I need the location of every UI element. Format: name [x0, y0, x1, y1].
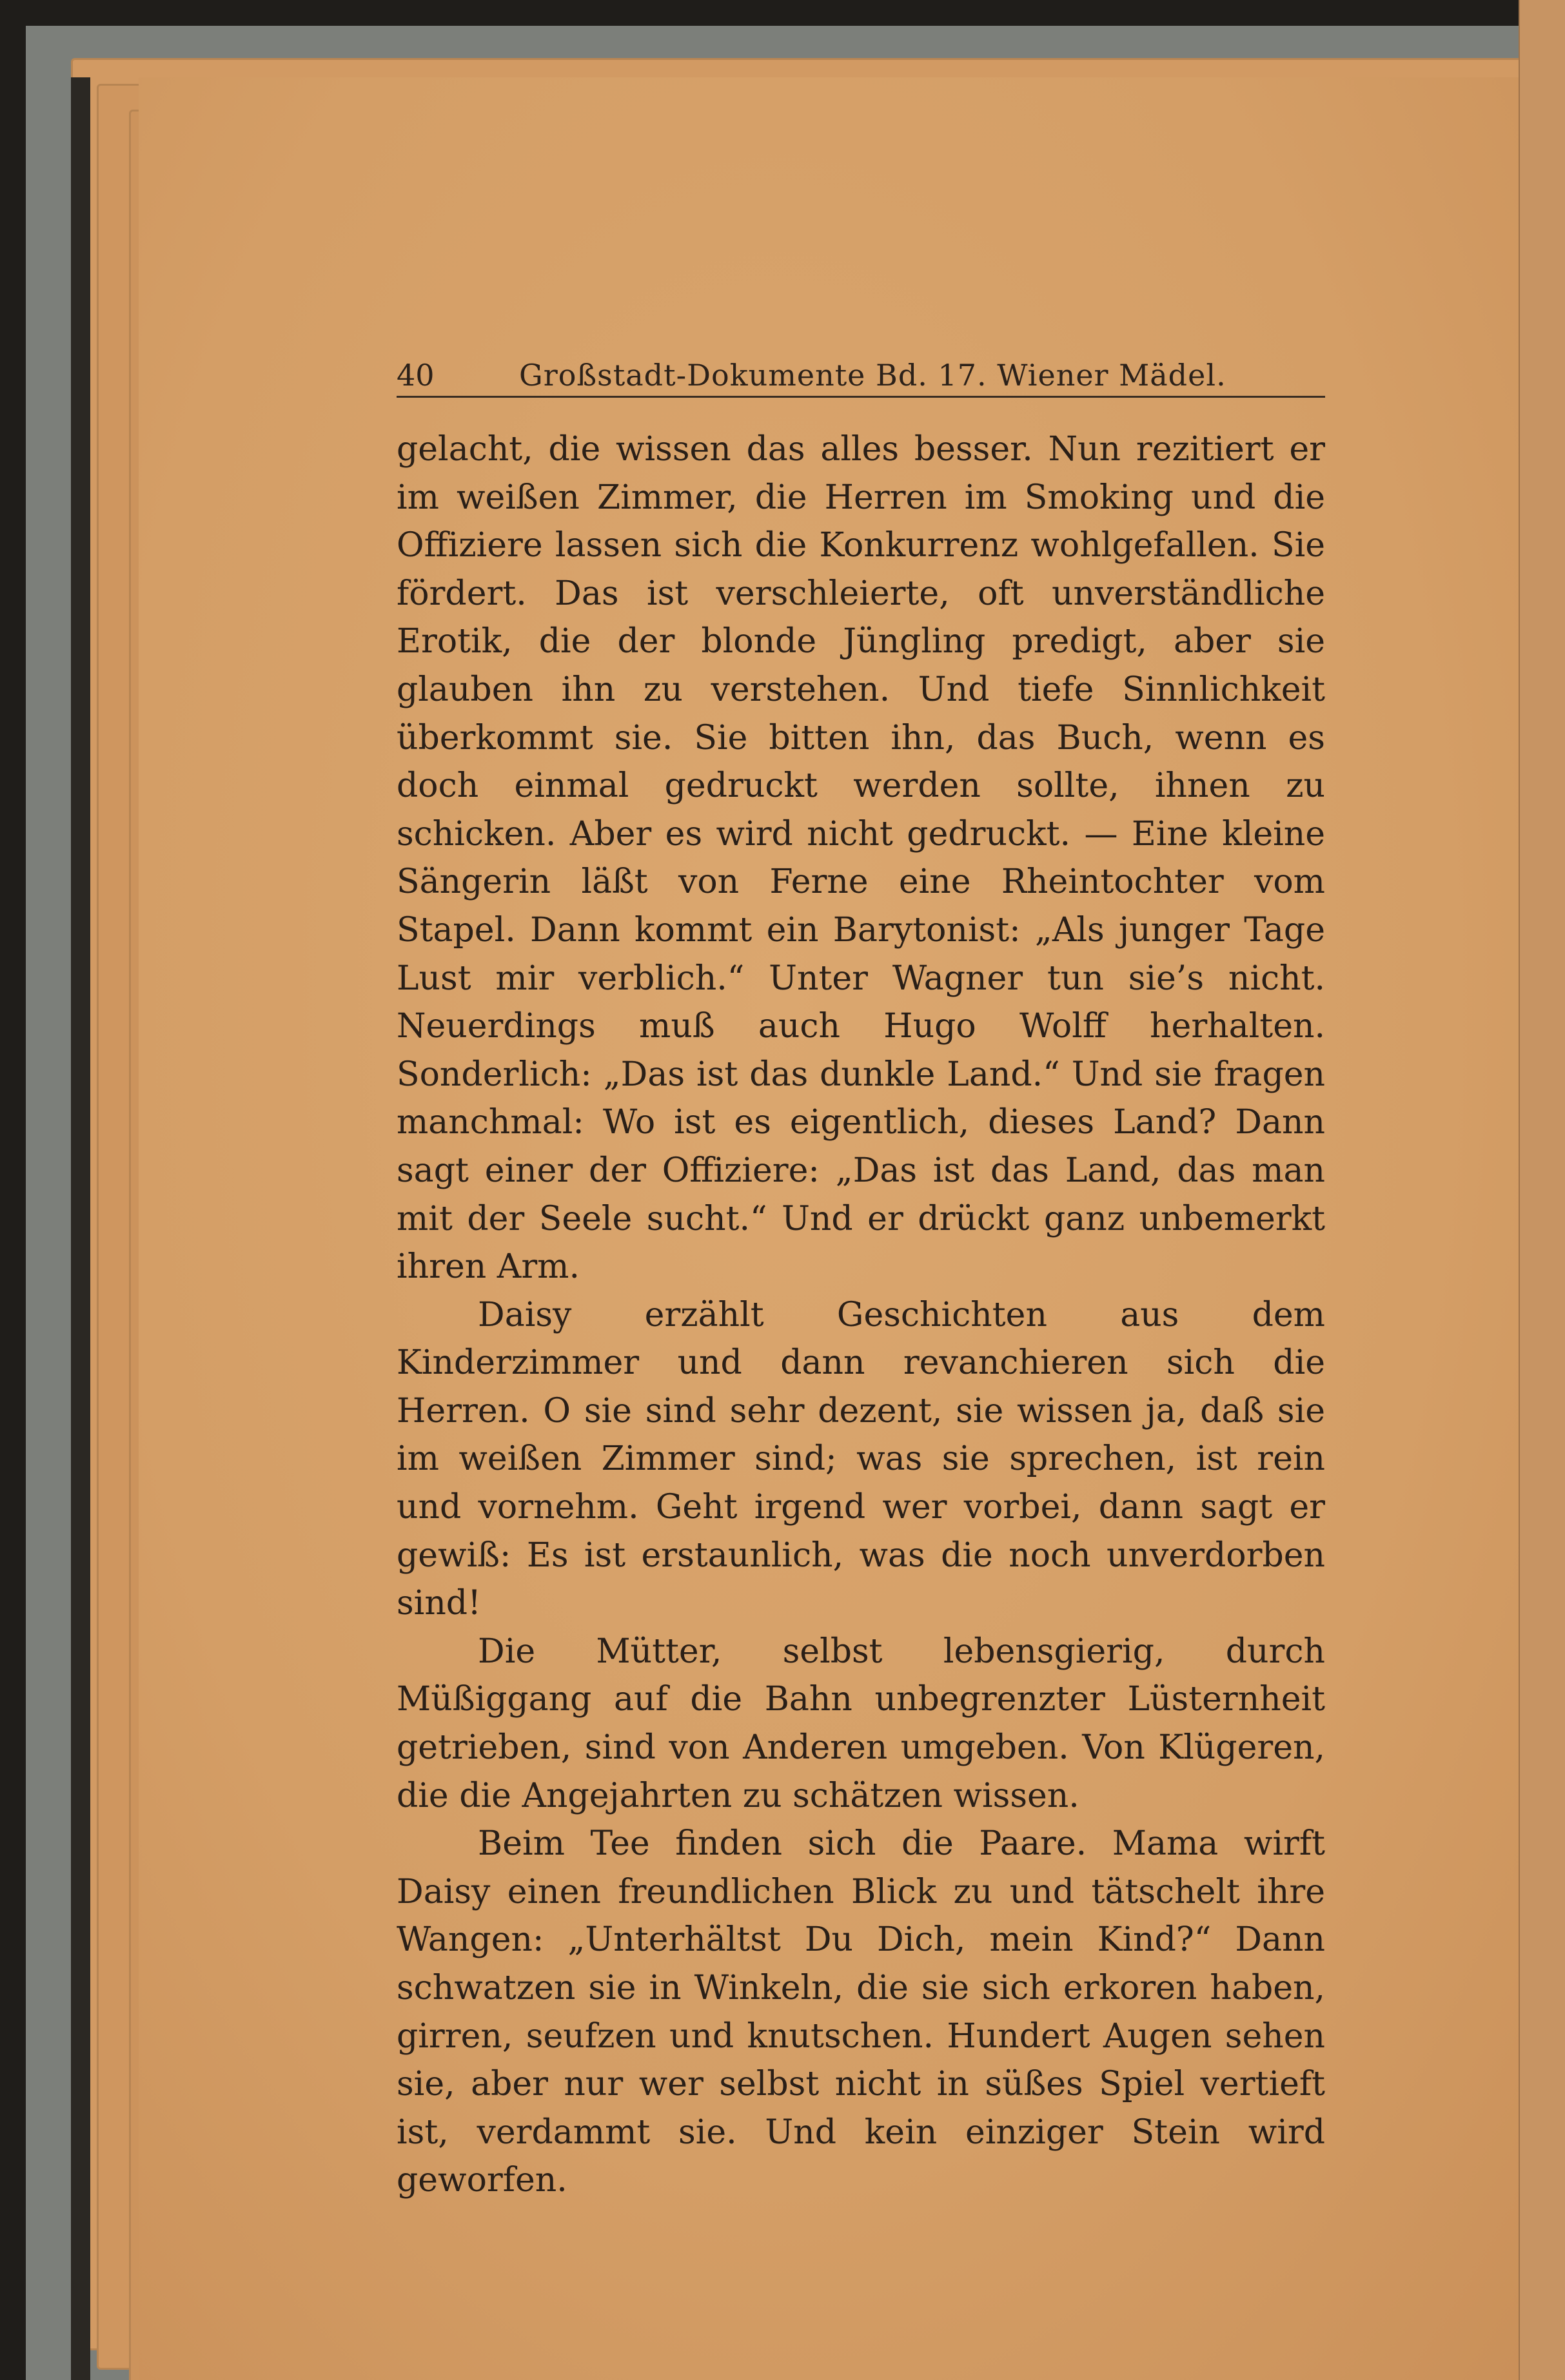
book-spine	[1519, 0, 1565, 2380]
paragraph: Daisy erzählt Geschichten aus dem Kinderzimmer und dann revanchieren sich die Herren. O sie sind sehr dezent, sie wissen ja, daß sie im weißen Zimmer sind; was sie sprechen, ist rein und vornehm. Geht irgend wer vorbei, dann sagt er gewiß: Es ist erstaunlich, was die noch unverdorben sind!	[397, 1295, 1325, 1623]
running-title: Großstadt-Dokumente Bd. 17. Wiener Mädel.	[519, 358, 1226, 393]
page-number: 40	[397, 358, 435, 393]
binding-shadow	[71, 77, 90, 2380]
paragraph: gelacht, die wissen das alles besser. Nun rezitiert er im weißen Zimmer, die Herren im Smoking und die Offiziere lassen sich die Konkurrenz wohlgefallen. Sie fördert. Das ist verschleierte, oft unverständliche Erotik, die der blonde Jüngling predigt, aber sie glauben ihn zu verstehen. Und tiefe Sinnlichkeit überkommt sie. Sie bitten ihn, das Buch, wenn es doch einmal gedruckt werden sollte, ihnen zu schicken. Aber es wird nicht gedruckt. — Eine kleine Sängerin läßt von Ferne eine Rheintochter vom Stapel. Dann kommt ein Barytonist: „Als junger Tage Lust mir verblich.“ Unter Wagner tun sie’s nicht. Neuerdings muß auch Hugo Wolff herhalten. Sonderlich: „Das ist das dunkle Land.“ Und sie fragen manchmal: Wo ist es eigentlich, dieses Land? Dann sagt einer der Offiziere: „Das ist das Land, das man mit der Seele sucht.“ Und er drückt ganz unbemerkt ihren Arm.	[397, 430, 1325, 1287]
paragraph: Beim Tee finden sich die Paare. Mama wirft Daisy einen freundlichen Blick zu und tätschelt ihre Wangen: „Unterhältst Du Dich, mein Kind?“ Dann schwatzen sie in Winkeln, die sie sich erkoren haben, girren, seufzen und knutschen. Hundert Augen sehen sie, aber nur wer selbst nicht in süßes Spiel vertieft ist, verdammt sie. Und kein einziger Stein wird geworfen.	[397, 1824, 1325, 2200]
running-header	[397, 355, 1325, 398]
body-text	[397, 425, 1325, 2205]
paragraph: Die Mütter, selbst lebensgierig, durch Müßiggang auf die Bahn unbegrenzter Lüsternheit getrieben, sind von Anderen umgeben. Von Klügeren, die die Angejahrten zu schätzen wissen.	[397, 1632, 1325, 1815]
